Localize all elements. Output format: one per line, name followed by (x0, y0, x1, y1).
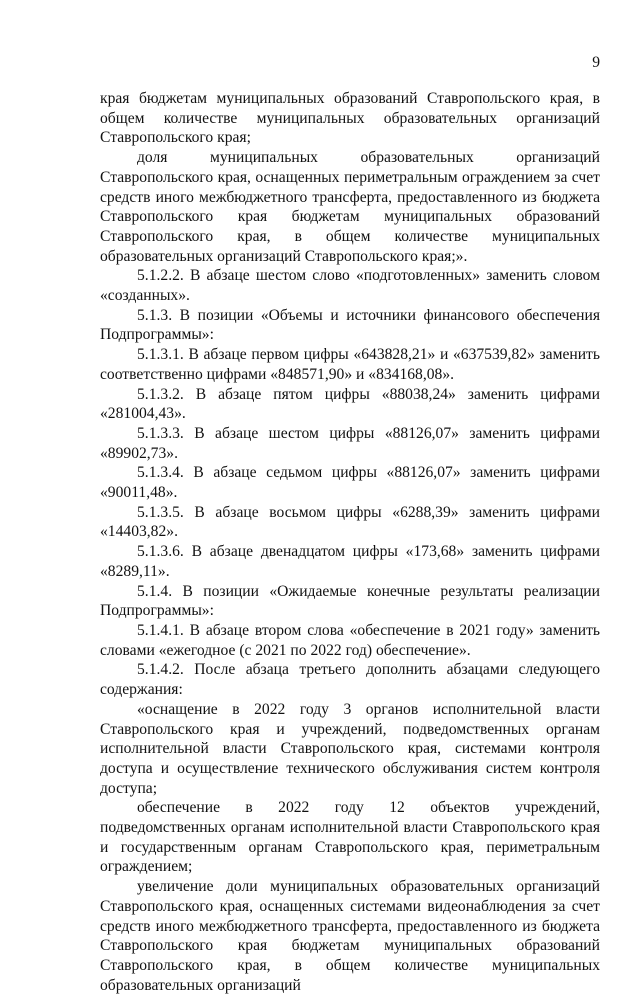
paragraph: 5.1.4.2. После абзаца третьего дополнить абзацами следующего содержания: (100, 661, 600, 699)
paragraph: увеличение доли муниципальных образовательных организаций Ставропольского края, оснащенных системами видеонаблюдения за счет средств иного межбюджетного трансферта, предоставленного из бюджета Ставропольского края бюджетам муниципальных образований Ставропольского края, в общем количестве муниципальных образовательных организаций (100, 878, 600, 994)
page-number: 9 (592, 54, 600, 71)
paragraph: доля муниципальных образовательных организаций Ставропольского края, оснащенных периметральным ограждением за счет средств иного межбюджетного трансферта, предоставленного из бюджета Ставропольского края бюджетам муниципальных образований Ставропольского края, в общем количестве муниципальных образовательных организаций Ставропольского края;». (100, 149, 600, 265)
paragraph: 5.1.3.2. В абзаце пятом цифры «88038,24» заменить цифрами «281004,43». (100, 385, 600, 423)
paragraph: 5.1.3.4. В абзаце седьмом цифры «88126,07» заменить цифрами «90011,48». (100, 464, 600, 502)
paragraph: края бюджетам муниципальных образований Ставропольского края, в общем количестве муниципальных образовательных организаций Ставропольского края; (100, 90, 600, 147)
paragraph: 5.1.3. В позиции «Объемы и источники финансового обеспечения Подпрограммы»: (100, 306, 600, 344)
paragraph: 5.1.3.5. В абзаце восьмом цифры «6288,39» заменить цифрами «14403,82». (100, 503, 600, 541)
paragraph: «оснащение в 2022 году 3 органов исполнительной власти Ставропольского края и учреждений, подведомственных органам исполнительной власти Ставропольского края, системами контроля доступа и осуществление технического обслуживания систем контроля доступа; (100, 700, 600, 797)
paragraph: 5.1.3.3. В абзаце шестом цифры «88126,07» заменить цифрами «89902,73». (100, 424, 600, 462)
paragraph: обеспечение в 2022 году 12 объектов учреждений, подведомственных органам исполнительной власти Ставропольского края и государственным органам Ставропольского края, периметральным ограждением; (100, 799, 600, 876)
paragraph: 5.1.4.1. В абзаце втором слова «обеспечение в 2021 году» заменить словами «ежегодное (с 2021 по 2022 год) обеспечение». (100, 621, 600, 659)
paragraph: 5.1.3.6. В абзаце двенадцатом цифры «173,68» заменить цифрами «8289,11». (100, 543, 600, 580)
paragraph: 5.1.2.2. В абзаце шестом слово «подготовленных» заменить словом «созданных». (100, 267, 600, 305)
document-body (100, 89, 600, 995)
paragraph: 5.1.4. В позиции «Ожидаемые конечные результаты реализации Подпрограммы»: (100, 582, 600, 620)
paragraph: 5.1.3.1. В абзаце первом цифры «643828,21» и «637539,82» заменить соответственно цифрами «848571,90» и «834168,08». (100, 346, 600, 383)
